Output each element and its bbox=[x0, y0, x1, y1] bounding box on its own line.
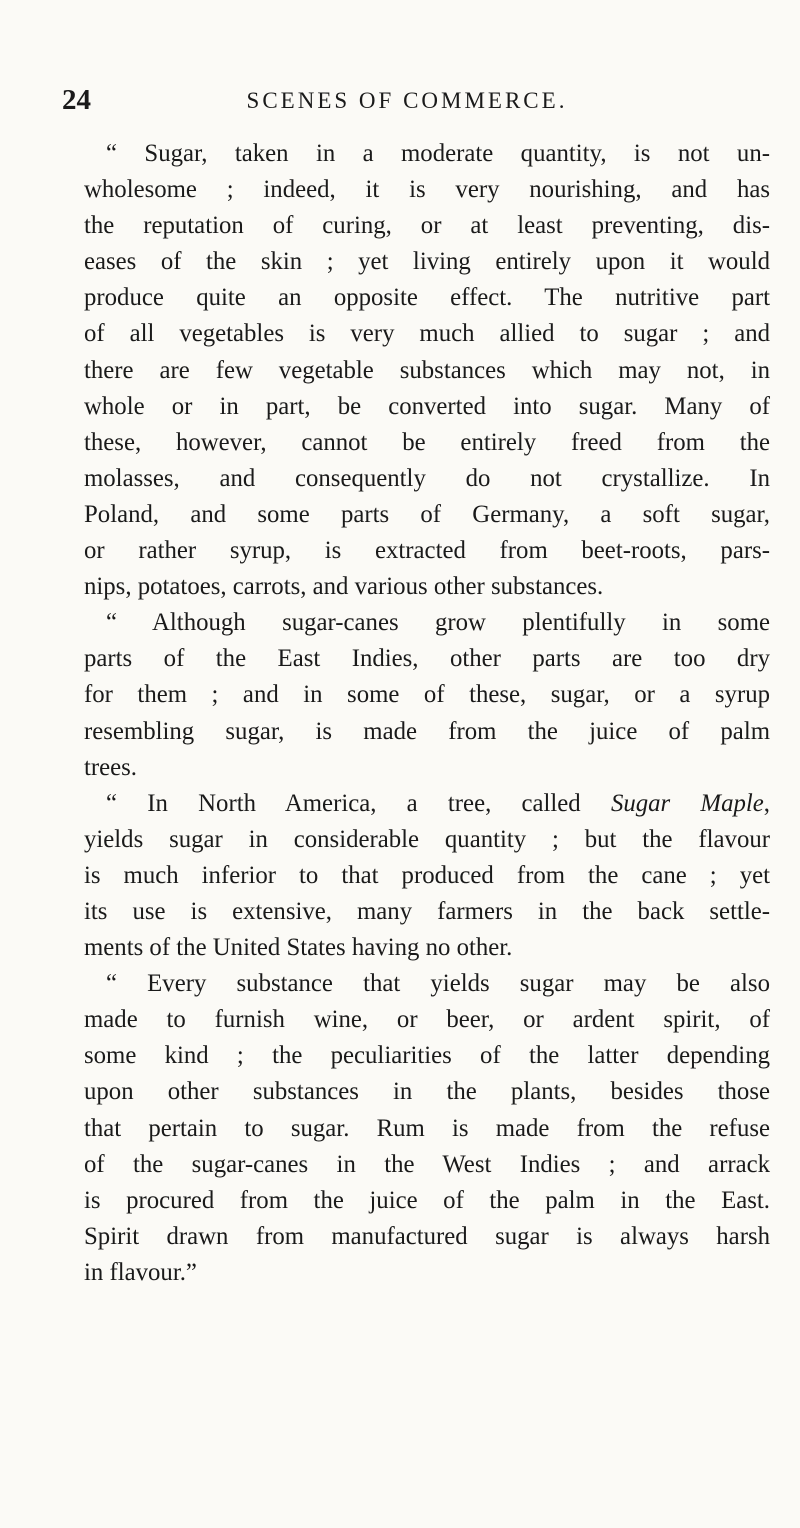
paragraph-2 bbox=[62, 605, 770, 785]
text-line: “ Sugar, taken in a moderate quantity, is not un- bbox=[106, 140, 770, 167]
text-line: of all vegetables is very much allied to sugar ; and bbox=[84, 320, 770, 348]
text-line: there are few vegetable substances which may not, in bbox=[84, 356, 770, 384]
page-number: 24 bbox=[62, 84, 91, 116]
text-run: “ In North America, a tree, called bbox=[106, 789, 611, 817]
text-line: Poland, and some parts of Germany, a soft sugar, bbox=[84, 500, 770, 528]
text-line: these, however, cannot be entirely freed from the bbox=[84, 428, 770, 456]
body-text bbox=[62, 136, 770, 1291]
text-line: “ Although sugar-canes grow plentifully in some bbox=[106, 609, 770, 637]
text-run: , bbox=[763, 789, 770, 817]
text-line: parts of the East Indies, other parts are too dry bbox=[84, 645, 770, 673]
text-line: produce quite an opposite effect. The nutritive part bbox=[84, 284, 770, 312]
paragraph-3 bbox=[62, 786, 770, 966]
text-line: for them ; and in some of these, sugar, or a syrup bbox=[84, 681, 770, 709]
text-line: upon other substances in the plants, besides those bbox=[84, 1078, 770, 1106]
text-line: of the sugar-canes in the West Indies ; and arrack bbox=[84, 1150, 770, 1178]
text-line: that pertain to sugar. Rum is made from the refuse bbox=[84, 1114, 770, 1142]
text-line: made to furnish wine, or beer, or ardent spirit, of bbox=[84, 1006, 770, 1034]
text-line: eases of the skin ; yet living entirely upon it would bbox=[84, 248, 770, 276]
text-line: resembling sugar, is made from the juice of palm bbox=[84, 717, 770, 745]
italic-term: Sugar Maple bbox=[610, 789, 764, 817]
page-header bbox=[62, 84, 722, 124]
text-line: the reputation of curing, or at least preventing, dis- bbox=[84, 212, 770, 240]
text-line: its use is extensive, many farmers in the back settle- bbox=[84, 897, 770, 925]
text-line: some kind ; the peculiarities of the latter depending bbox=[84, 1042, 770, 1070]
text-line: is procured from the juice of the palm in the East. bbox=[84, 1186, 770, 1214]
text-line: or rather syrup, is extracted from beet-roots, pars- bbox=[84, 537, 770, 565]
paragraph-1 bbox=[62, 136, 770, 605]
text-line: molasses, and consequently do not crystallize. In bbox=[84, 464, 770, 492]
text-line: nips, potatoes, carrots, and various other substances. bbox=[84, 573, 604, 601]
text-line: trees. bbox=[84, 753, 138, 781]
text-line: Spirit drawn from manufactured sugar is always harsh bbox=[84, 1222, 770, 1250]
text-line: yields sugar in considerable quantity ; but the flavour bbox=[84, 825, 770, 853]
text-line: is much inferior to that produced from the cane ; yet bbox=[84, 861, 770, 889]
text-line: whole or in part, be converted into sugar. Many of bbox=[84, 392, 770, 420]
running-head: SCENES OF COMMERCE. bbox=[246, 88, 568, 113]
paragraph-4 bbox=[62, 966, 770, 1291]
text-line bbox=[62, 786, 770, 822]
text-line: “ Every substance that yields sugar may be also bbox=[106, 970, 770, 998]
text-line: ments of the United States having no other. bbox=[84, 934, 513, 962]
text-line: wholesome ; indeed, it is very nourishing, and has bbox=[84, 176, 770, 204]
text-line: in flavour.” bbox=[84, 1258, 197, 1286]
